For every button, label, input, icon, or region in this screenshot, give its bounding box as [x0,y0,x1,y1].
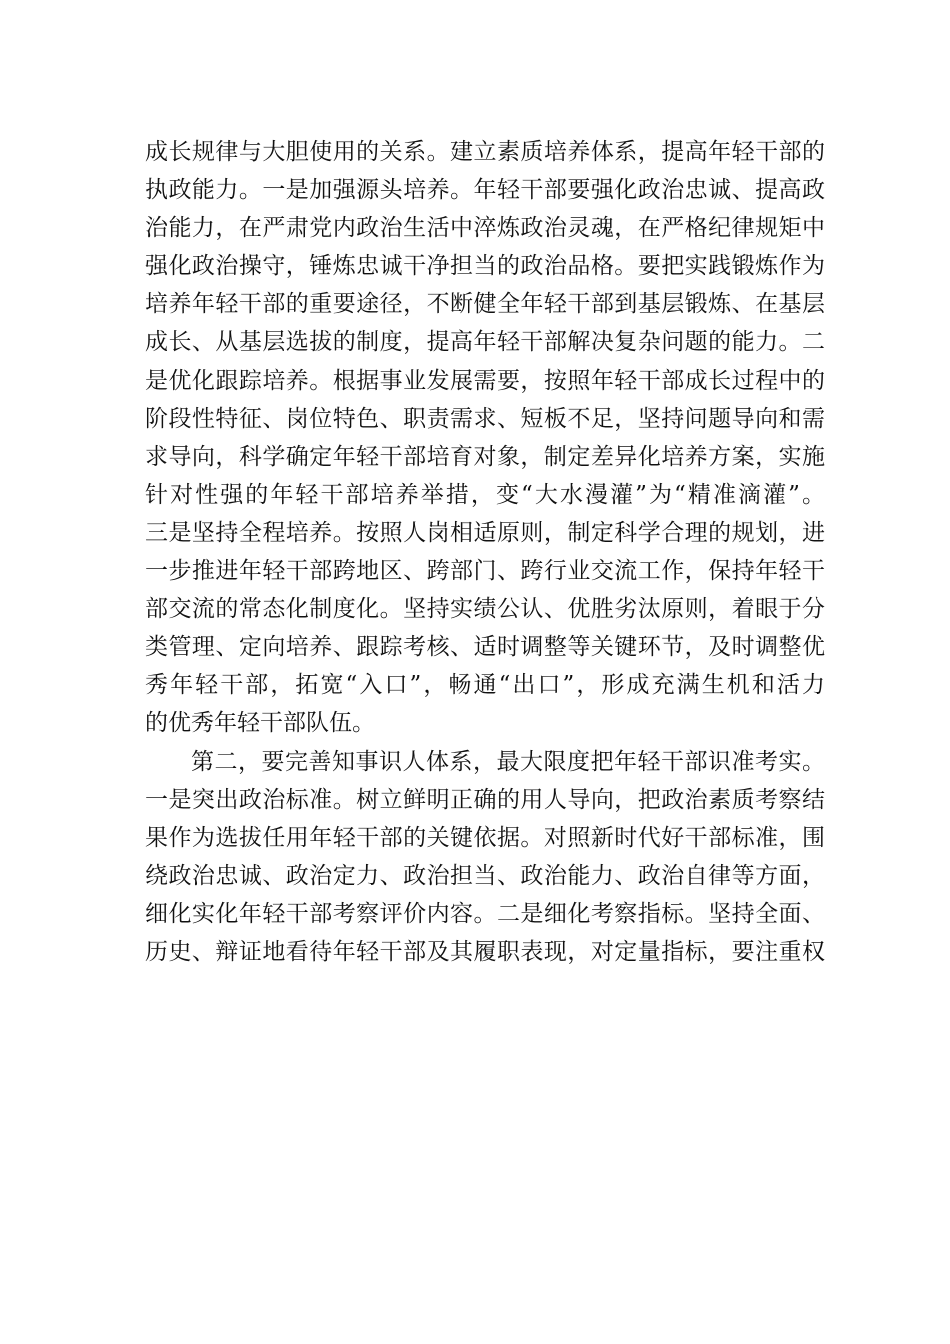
text-line: 治能力，在严肃党内政治生活中淬炼政治灵魂，在严格纪律规矩中 [145,215,825,242]
text-line: 绕政治忠诚、政治定力、政治担当、政治能力、政治自律等方面， [145,862,825,889]
text-line: 历史、辩证地看待年轻干部及其履职表现，对定量指标，要注重权 [145,938,825,965]
text-line: 针对性强的年轻干部培养举措，变“大水漫灌”为“精准滴灌”。 [145,481,825,508]
text-line: 是优化跟踪培养。根据事业发展需要，按照年轻干部成长过程中的 [145,367,825,394]
text-line: 果作为选拔任用年轻干部的关键依据。对照新时代好干部标准，围 [145,824,825,851]
text-line: 阶段性特征、岗位特色、职责需求、短板不足，坚持问题导向和需 [145,405,825,432]
text-line: 的优秀年轻干部队伍。 [145,710,375,737]
text-line: 第二，要完善知事识人体系，最大限度把年轻干部识准考实。 [191,748,825,775]
text-line: 求导向，科学确定年轻干部培育对象，制定差异化培养方案，实施 [145,443,825,470]
text-line: 一步推进年轻干部跨地区、跨部门、跨行业交流工作，保持年轻干 [145,558,825,585]
text-line: 培养年轻干部的重要途径，不断健全年轻干部到基层锻炼、在基层 [145,291,825,318]
text-line: 强化政治操守，锤炼忠诚干净担当的政治品格。要把实践锻炼作为 [145,253,825,280]
text-line: 一是突出政治标准。树立鲜明正确的用人导向，把政治素质考察结 [145,786,825,813]
text-line: 类管理、定向培养、跟踪考核、适时调整等关键环节，及时调整优 [145,634,825,661]
text-line: 秀年轻干部，拓宽“入口”，畅通“出口”，形成充满生机和活力 [145,672,825,699]
body-text [145,133,825,971]
text-line: 成长、从基层选拔的制度，提高年轻干部解决复杂问题的能力。二 [145,329,825,356]
text-line: 三是坚持全程培养。按照人岗相适原则，制定科学合理的规划，进 [145,519,825,546]
text-line: 细化实化年轻干部考察评价内容。二是细化考察指标。坚持全面、 [145,900,825,927]
text-line: 部交流的常态化制度化。坚持实绩公认、优胜劣汰原则，着眼于分 [145,596,825,623]
text-line: 执政能力。一是加强源头培养。年轻干部要强化政治忠诚、提高政 [145,177,825,204]
text-line: 成长规律与大胆使用的关系。建立素质培养体系，提高年轻干部的 [145,139,825,165]
